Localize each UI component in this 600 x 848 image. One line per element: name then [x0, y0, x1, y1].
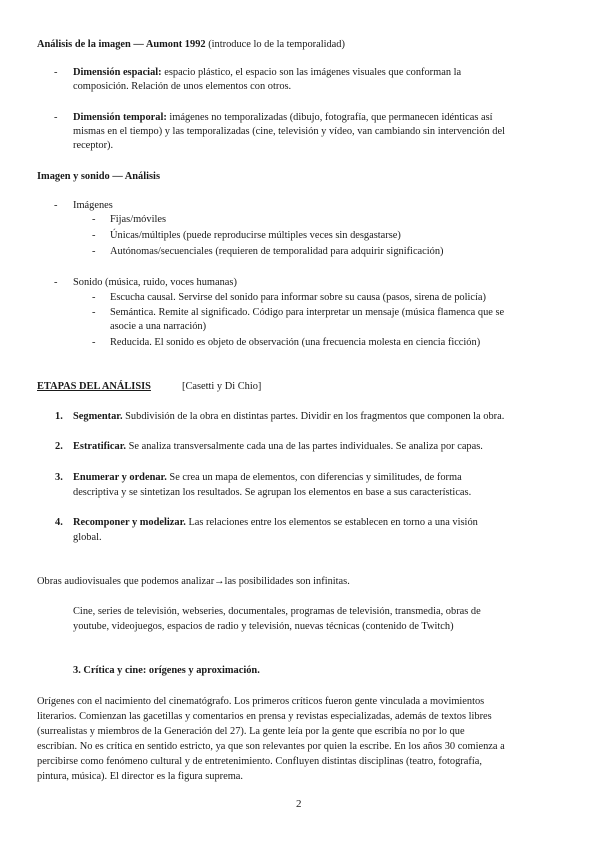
dimension-temporal-line1: Dimensión temporal: imágenes no temporalizadas (dibujo, fotografía, que permanecen idénticas así	[73, 112, 493, 123]
step-number: 1.	[55, 411, 63, 422]
dimension-temporal-line3: receptor).	[73, 140, 114, 151]
sonido-label: Sonido (música, ruido, voces humanas)	[73, 277, 237, 288]
bullet-dash: -	[54, 67, 58, 78]
page-number: 2	[296, 798, 302, 810]
origenes-line: literarios. Comienzan las gacetillas y comentarios en prensa y revistas especializadas, además de textos libres	[37, 711, 492, 722]
bullet-dash: -	[54, 112, 58, 123]
dimension-temporal-line2: mismas en el tiempo) y las temporalizadas (cine, televisión y vídeo, van cambiando sin intervención del	[73, 126, 505, 137]
obras-list-line2: youtube, videojuegos, espacios de radio y televisión, nuevas técnicas (contenido de Twitch)	[73, 621, 454, 632]
origenes-line: pintura, música). El director es la figura suprema.	[37, 771, 244, 782]
step-number: 2.	[55, 441, 63, 452]
step-enumerar-line2: descriptiva y se sintetizan los resultados. Se agrupan los elementos en base a sus características.	[73, 487, 472, 498]
step-recomponer-line2: global.	[73, 532, 102, 543]
obras-line: Obras audiovisuales que podemos analizar→las posibilidades son infinitas.	[37, 576, 350, 587]
heading-imagen-sonido: Imagen y sonido — Análisis	[37, 171, 160, 182]
etapas-title: ETAPAS DEL ANÁLISIS	[37, 381, 151, 392]
sub-bullet-dash: -	[92, 230, 96, 241]
step-number: 3.	[55, 472, 63, 483]
heading-analisis-imagen: Análisis de la imagen — Aumont 1992 (introduce lo de la temporalidad)	[37, 39, 345, 50]
imagenes-label: Imágenes	[73, 200, 113, 211]
sub-bullet-dash: -	[92, 307, 96, 318]
sub-bullet-dash: -	[92, 246, 96, 257]
step-enumerar-line1: Enumerar y ordenar. Se crea un mapa de elementos, con diferencias y similitudes, de forma	[73, 472, 462, 483]
origenes-line: (surrealistas y miembros de la Generación del 27). La gente leía por la gente que escribía no por lo que	[37, 726, 465, 737]
sub-bullet-dash: -	[92, 337, 96, 348]
sub-bullet-dash: -	[92, 292, 96, 303]
section-3-heading: 3. Crítica y cine: orígenes y aproximación.	[73, 665, 260, 676]
sonido-item: Semántica. Remite al significado. Código para interpretar un mensaje (música flamenca que se	[110, 307, 505, 318]
imagenes-item: Autónomas/secuenciales (requieren de temporalidad para adquirir significación)	[110, 246, 444, 257]
bullet-dash: -	[54, 277, 58, 288]
imagenes-item: Fijas/móviles	[110, 214, 166, 225]
step-recomponer-line1: Recomponer y modelizar. Las relaciones entre los elementos se establecen en torno a una visión	[73, 517, 478, 528]
dimension-espacial-line1: Dimensión espacial: espacio plástico, el espacio son las imágenes visuales que conforman la	[73, 67, 462, 78]
origenes-line: percibirse como fenómeno cultural y de entretenimiento. Confluyen distintas disciplinas (teatro, fotografía,	[37, 756, 482, 767]
sonido-item: Reducida. El sonido es objeto de observación (una frecuencia molesta en ciencia ficción)	[110, 337, 481, 348]
imagenes-item: Únicas/múltiples (puede reproducirse múltiples veces sin desgastarse)	[110, 230, 401, 241]
step-segmentar: Segmentar. Subdivisión de la obra en distintas partes. Dividir en los fragmentos que componen la obra.	[73, 411, 505, 422]
obras-list-line1: Cine, series de televisión, webseries, documentales, programas de televisión, transmedia, obras de	[73, 606, 481, 617]
step-number: 4.	[55, 517, 63, 528]
sonido-item-continuation: asocie a una narración)	[110, 321, 207, 332]
sub-bullet-dash: -	[92, 214, 96, 225]
origenes-line: Orígenes con el nacimiento del cinematógrafo. Los primeros críticos fueron gente vinculada a movimientos	[37, 696, 485, 707]
bullet-dash: -	[54, 200, 58, 211]
sonido-item: Escucha causal. Servirse del sonido para informar sobre su causa (pasos, sirena de policía)	[110, 292, 486, 303]
dimension-espacial-line2: composición. Relación de unos elementos con otros.	[73, 81, 292, 92]
origenes-line: escribían. No es crítica en sentido estricto, ya que son relevantes por quien la escribe. En los años 30 comienza a	[37, 741, 505, 752]
etapas-source: [Casetti y Di Chio]	[182, 381, 262, 392]
step-estratificar: Estratificar. Se analiza transversalmente cada una de las partes individuales. Se analiza por capas.	[73, 441, 483, 452]
